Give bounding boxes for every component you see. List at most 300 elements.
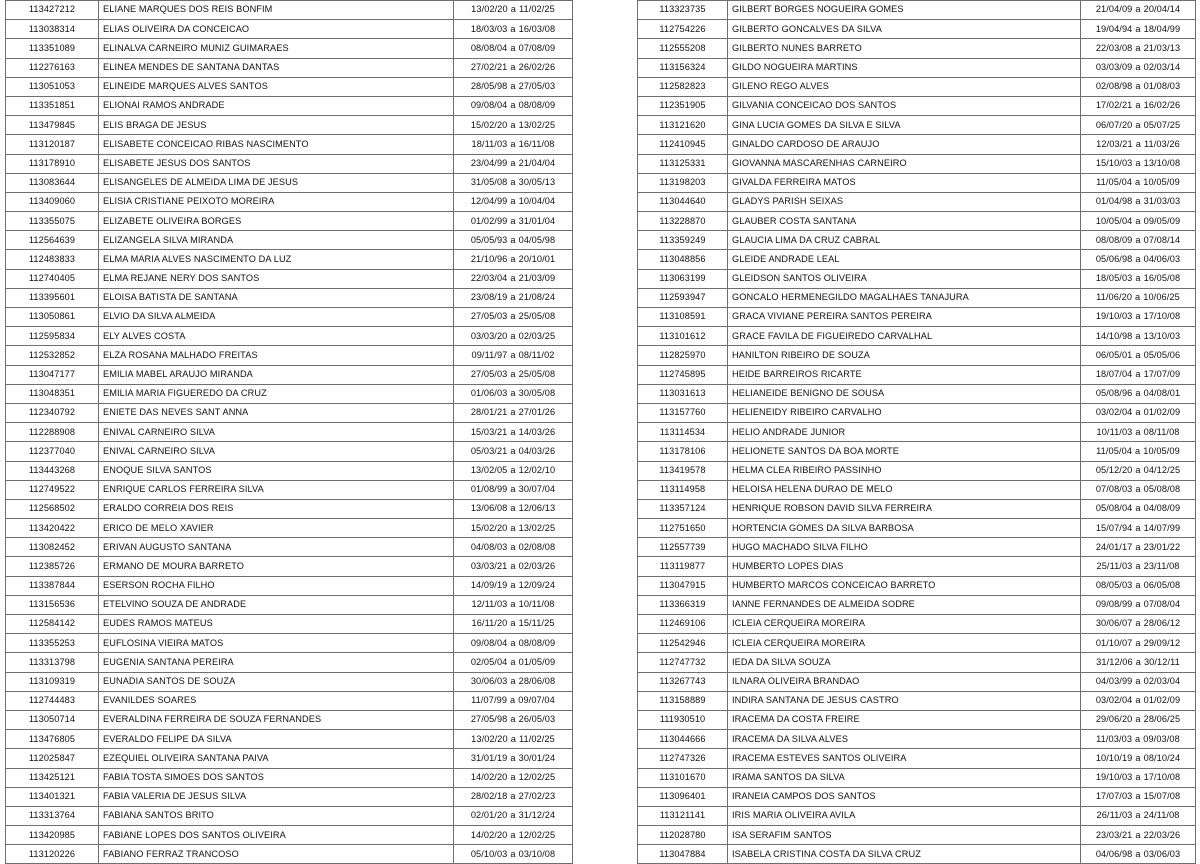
period-separator: a [510,618,516,629]
registration-number-cell: 112744483 [6,691,99,710]
period-end-date: 27/05/03 [518,81,556,92]
person-name-cell: GLEIDSON SANTOS OLIVEIRA [728,269,1081,288]
table-row [6,710,573,729]
person-name-cell: IEDA DA SILVA SOUZA [728,653,1081,672]
period-cell [454,269,573,288]
period-separator: a [510,292,516,303]
period-end-date: 21/08/24 [518,292,556,303]
period-cell [454,346,573,365]
period-end-date: 05/07/25 [1143,119,1181,130]
period-separator: a [510,656,516,667]
period-cell [1081,212,1196,231]
period-separator: a [1135,637,1141,648]
registration-number-cell: 112410945 [638,135,728,154]
registration-number-cell: 113351089 [6,39,99,58]
period-cell [1081,519,1196,538]
period-start-date: 12/11/03 [471,599,508,610]
period-cell [454,212,573,231]
period-separator: a [510,177,516,188]
period-start-date: 12/04/99 [470,196,508,207]
person-name-cell: IRAMA SANTOS DA SILVA [728,768,1081,787]
table-row [638,710,1196,729]
period-separator: a [510,4,516,15]
period-cell [1081,403,1196,422]
period-end-date: 08/11/02 [518,349,555,360]
period-end-date: 04/12/25 [1143,464,1181,475]
registry-column-left [5,0,572,864]
registration-number-cell: 113420985 [6,826,99,845]
table-row [638,423,1196,442]
table-row [638,135,1196,154]
period-cell [1081,768,1196,787]
period-separator: a [1135,541,1141,552]
person-name-cell: ELMA MARIA ALVES NASCIMENTO DA LUZ [99,250,454,269]
person-name-cell: ELINEA MENDES DE SANTANA DANTAS [99,58,454,77]
registration-number-cell: 113323735 [638,1,728,20]
period-cell [1081,96,1196,115]
period-start-date: 27/05/03 [470,369,508,380]
period-cell [454,710,573,729]
period-separator: a [1135,177,1141,188]
table-row [6,308,573,327]
registration-number-cell: 113427212 [6,1,99,20]
period-end-date: 14/07/99 [1143,522,1181,533]
table-row [638,634,1196,653]
period-start-date: 03/03/21 [470,560,508,571]
period-separator: a [510,522,516,533]
period-end-date: 20/04/14 [1143,4,1181,15]
period-start-date: 13/06/08 [470,503,508,514]
period-cell [1081,749,1196,768]
period-cell [454,595,573,614]
registration-number-cell: 113050861 [6,308,99,327]
registration-number-cell: 113051053 [6,77,99,96]
period-start-date: 15/02/20 [470,522,508,533]
person-name-cell: GLAUBER COSTA SANTANA [728,212,1081,231]
period-separator: a [510,369,516,380]
period-cell [454,768,573,787]
period-separator: a [510,580,516,591]
period-separator: a [510,829,516,840]
registration-number-cell: 113419578 [638,461,728,480]
person-name-cell: GRACE FAVILA DE FIGUEIREDO CARVALHAL [728,327,1081,346]
period-end-date: 16/05/08 [1143,273,1181,284]
table-row [6,384,573,403]
person-name-cell: ELVIO DA SILVA ALMEIDA [99,308,454,327]
period-cell [454,557,573,576]
person-name-cell: ILNARA OLIVEIRA BRANDAO [728,672,1081,691]
period-end-date: 28/06/25 [1143,714,1181,725]
person-name-cell: ENIVAL CARNEIRO SILVA [99,423,454,442]
table-row [6,595,573,614]
period-cell [1081,442,1196,461]
person-name-cell: ELISABETE CONCEICAO RIBAS NASCIMENTO [99,135,454,154]
period-separator: a [1135,464,1141,475]
period-start-date: 16/11/20 [471,618,508,629]
registration-number-cell: 112288908 [6,423,99,442]
period-end-date: 31/03/03 [1143,196,1181,207]
period-end-date: 12/02/25 [518,771,556,782]
person-name-cell: EUFLOSINA VIEIRA MATOS [99,634,454,653]
person-name-cell: GILDO NOGUEIRA MARTINS [728,58,1081,77]
period-cell [1081,557,1196,576]
table-row [6,135,573,154]
table-row [6,691,573,710]
period-end-date: 24/11/08 [1143,810,1180,821]
period-start-date: 05/08/96 [1095,388,1133,399]
period-separator: a [1135,196,1141,207]
period-separator: a [1135,848,1141,859]
registration-number-cell: 112377040 [6,442,99,461]
period-separator: a [1135,369,1141,380]
registration-number-cell: 113178910 [6,154,99,173]
period-end-date: 07/08/14 [1143,234,1181,245]
person-name-cell: ENOQUE SILVA SANTOS [99,461,454,480]
period-cell [454,384,573,403]
period-separator: a [510,848,516,859]
table-row [638,768,1196,787]
registration-number-cell: 113359249 [638,231,728,250]
registration-number-cell: 113121620 [638,116,728,135]
period-separator: a [510,426,516,437]
period-cell [454,173,573,192]
person-name-cell: ETELVINO SOUZA DE ANDRADE [99,595,454,614]
period-end-date: 09/05/09 [1143,215,1181,226]
person-name-cell: ERIVAN AUGUSTO SANTANA [99,538,454,557]
table-row [6,58,573,77]
person-name-cell: EUNADIA SANTOS DE SOUZA [99,672,454,691]
period-start-date: 24/01/17 [1095,541,1133,552]
period-start-date: 14/10/98 [1095,330,1133,341]
period-separator: a [510,810,516,821]
person-name-cell: EVERALDINA FERREIRA DE SOUZA FERNANDES [99,710,454,729]
period-start-date: 05/03/21 [470,445,508,456]
registration-number-cell: 113228870 [638,212,728,231]
table-row [638,327,1196,346]
period-start-date: 07/08/03 [1095,484,1133,495]
registration-number-cell: 113313764 [6,806,99,825]
period-end-date: 27/01/26 [518,407,556,418]
period-separator: a [510,81,516,92]
registration-number-cell: 113096401 [638,787,728,806]
period-start-date: 19/10/03 [1095,311,1133,322]
table-row [6,154,573,173]
period-cell [1081,576,1196,595]
period-separator: a [510,407,516,418]
registration-number-cell: 113101612 [638,327,728,346]
registration-number-cell: 113425121 [6,768,99,787]
person-name-cell: ISABELA CRISTINA COSTA DA SILVA CRUZ [728,845,1081,864]
period-end-date: 12/02/10 [518,464,556,475]
registration-number-cell: 113355075 [6,212,99,231]
table-row [638,96,1196,115]
period-cell [1081,231,1196,250]
person-name-cell: HELOISA HELENA DURAO DE MELO [728,480,1081,499]
period-cell [454,327,573,346]
period-start-date: 15/07/94 [1095,522,1133,533]
table-row [6,634,573,653]
period-cell [454,288,573,307]
table-row [638,346,1196,365]
period-end-date: 09/03/08 [1143,733,1180,744]
registration-number-cell: 112385726 [6,557,99,576]
period-start-date: 27/05/98 [470,714,508,725]
person-name-cell: HELIONETE SANTOS DA BOA MORTE [728,442,1081,461]
period-start-date: 22/03/04 [470,273,508,284]
person-name-cell: EVANILDES SOARES [99,691,454,710]
period-cell [1081,730,1196,749]
registration-number-cell: 113114534 [638,423,728,442]
registration-number-cell: 113409060 [6,192,99,211]
registration-number-cell: 112340792 [6,403,99,422]
period-cell [1081,269,1196,288]
period-start-date: 08/08/04 [470,42,508,53]
table-row [638,116,1196,135]
table-row [638,845,1196,864]
registration-number-cell: 112593947 [638,288,728,307]
table-row [6,480,573,499]
table-row [638,269,1196,288]
period-cell [1081,691,1196,710]
period-cell [1081,154,1196,173]
table-row [6,672,573,691]
table-row [638,538,1196,557]
period-separator: a [1135,215,1141,226]
period-start-date: 23/04/99 [470,157,508,168]
person-name-cell: ELIANE MARQUES DOS REIS BONFIM [99,1,454,20]
table-row [6,20,573,39]
table-row [638,231,1196,250]
period-start-date: 23/08/19 [470,292,508,303]
registration-number-cell: 113031613 [638,384,728,403]
table-row [6,212,573,231]
period-separator: a [510,23,516,34]
period-cell [454,787,573,806]
person-name-cell: ELISIA CRISTIANE PEIXOTO MOREIRA [99,192,454,211]
registration-number-cell: 112749522 [6,480,99,499]
period-end-date: 10/04/04 [518,196,556,207]
registration-number-cell: 113479845 [6,116,99,135]
period-separator: a [510,215,516,226]
period-cell [1081,39,1196,58]
period-end-date: 04/06/03 [1143,253,1181,264]
period-cell [454,58,573,77]
period-start-date: 19/04/94 [1095,23,1133,34]
registration-number-cell: 113420422 [6,519,99,538]
table-row [638,653,1196,672]
person-name-cell: GILBERTO NUNES BARRETO [728,39,1081,58]
table-row [638,461,1196,480]
person-name-cell: IRACEMA DA COSTA FREIRE [728,710,1081,729]
period-end-date: 13/10/03 [1143,330,1181,341]
period-start-date: 27/05/03 [470,311,508,322]
table-row [638,672,1196,691]
table-row [6,826,573,845]
period-end-date: 18/04/99 [1143,23,1181,34]
registration-number-cell: 113121141 [638,806,728,825]
period-start-date: 31/01/19 [470,752,508,763]
period-separator: a [1135,388,1141,399]
table-row [638,403,1196,422]
period-end-date: 28/06/08 [518,676,556,687]
period-end-date: 23/11/08 [1143,560,1180,571]
registration-number-cell: 112747732 [638,653,728,672]
period-end-date: 15/11/25 [518,618,555,629]
period-end-date: 03/06/03 [1143,848,1181,859]
period-start-date: 14/09/19 [470,580,508,591]
period-cell [454,519,573,538]
registry-column-right [637,0,1195,864]
registration-number-cell: 113158889 [638,691,728,710]
period-separator: a [1135,4,1141,15]
period-separator: a [510,714,516,725]
period-separator: a [510,119,516,130]
period-start-date: 13/02/20 [471,4,508,15]
period-start-date: 18/05/03 [1095,273,1133,284]
table-row [638,20,1196,39]
period-end-date: 08/08/09 [518,100,556,111]
period-start-date: 03/02/04 [1095,407,1133,418]
period-separator: a [510,196,516,207]
table-row [638,77,1196,96]
table-row [638,365,1196,384]
period-separator: a [1135,100,1141,111]
table-row [638,749,1196,768]
registration-number-cell: 113044666 [638,730,728,749]
registration-number-cell: 113114958 [638,480,728,499]
registration-number-cell: 113355253 [6,634,99,653]
period-end-date: 04/05/98 [518,234,556,245]
period-start-date: 14/02/20 [470,771,508,782]
period-cell [1081,192,1196,211]
person-name-cell: ERICO DE MELO XAVIER [99,519,454,538]
registry-table-left [5,0,573,864]
period-cell [454,845,573,864]
period-cell [454,538,573,557]
period-end-date: 13/02/25 [518,119,556,130]
table-row [6,39,573,58]
period-end-date: 21/03/13 [1143,42,1181,53]
period-end-date: 04/08/01 [1143,388,1181,399]
person-name-cell: GINA LUCIA GOMES DA SILVA E SILVA [728,116,1081,135]
period-cell [1081,653,1196,672]
person-name-cell: FABIANE LOPES DOS SANTOS OLIVEIRA [99,826,454,845]
period-end-date: 27/02/23 [518,791,556,802]
period-start-date: 18/11/03 [471,138,508,149]
period-end-date: 09/07/04 [518,695,555,706]
period-start-date: 02/08/98 [1095,81,1133,92]
period-separator: a [510,42,516,53]
period-end-date: 30/07/04 [518,484,556,495]
period-separator: a [1135,733,1141,744]
registration-number-cell: 113120187 [6,135,99,154]
person-name-cell: HELIENEIDY RIBEIRO CARVALHO [728,403,1081,422]
period-start-date: 17/07/03 [1095,791,1133,802]
period-cell [454,231,573,250]
period-end-date: 11/02/25 [518,4,555,15]
period-end-date: 11/02/25 [518,733,555,744]
period-start-date: 03/03/09 [1095,62,1133,73]
period-separator: a [1135,138,1141,149]
table-row [638,787,1196,806]
period-cell [1081,173,1196,192]
period-start-date: 02/01/20 [470,810,508,821]
period-cell [454,192,573,211]
registration-number-cell: 113047884 [638,845,728,864]
table-row [6,269,573,288]
person-name-cell: GILBERTO GONCALVES DA SILVA [728,20,1081,39]
period-start-date: 28/01/21 [470,407,508,418]
period-end-date: 03/10/08 [518,848,556,859]
table-row [638,384,1196,403]
registration-number-cell: 112542946 [638,634,728,653]
table-row [6,1,573,20]
table-row [638,519,1196,538]
period-separator: a [1135,273,1141,284]
table-row [6,77,573,96]
registration-number-cell: 112584142 [6,615,99,634]
person-name-cell: ELY ALVES COSTA [99,327,454,346]
table-row [6,519,573,538]
person-name-cell: ERALDO CORREIA DOS REIS [99,499,454,518]
period-separator: a [1135,791,1141,802]
period-start-date: 05/06/98 [1095,253,1133,264]
person-name-cell: FABIANO FERRAZ TRANCOSO [99,845,454,864]
person-name-cell: IANNE FERNANDES DE ALMEIDA SODRE [728,595,1081,614]
person-name-cell: ELIZANGELA SILVA MIRANDA [99,231,454,250]
period-cell [454,77,573,96]
table-row [638,212,1196,231]
period-end-date: 26/05/03 [518,714,556,725]
period-end-date: 30/01/24 [518,752,556,763]
table-row [6,403,573,422]
registration-number-cell: 113351851 [6,96,99,115]
period-start-date: 11/03/03 [1096,733,1133,744]
person-name-cell: ISA SERAFIM SANTOS [728,826,1081,845]
registration-number-cell: 113083644 [6,173,99,192]
table-row [638,826,1196,845]
person-name-cell: ELIS BRAGA DE JESUS [99,116,454,135]
registration-number-cell: 112555208 [638,39,728,58]
period-cell [454,403,573,422]
person-name-cell: GLADYS PARISH SEIXAS [728,192,1081,211]
period-separator: a [1135,752,1141,763]
period-end-date: 20/10/01 [518,253,556,264]
person-name-cell: ELZA ROSANA MALHADO FREITAS [99,346,454,365]
period-cell [1081,499,1196,518]
period-start-date: 31/12/06 [1096,656,1133,667]
period-cell [454,442,573,461]
period-start-date: 17/02/21 [1095,100,1133,111]
period-separator: a [1135,62,1141,73]
period-cell [1081,787,1196,806]
registry-table-left-body [6,1,573,864]
registration-number-cell: 112740405 [6,269,99,288]
person-name-cell: ENIVAL CARNEIRO SILVA [99,442,454,461]
registration-number-cell: 113313798 [6,653,99,672]
person-name-cell: ELIZABETE OLIVEIRA BORGES [99,212,454,231]
person-name-cell: GLAUCIA LIMA DA CRUZ CABRAL [728,231,1081,250]
person-name-cell: HENRIQUE ROBSON DAVID SILVA FERREIRA [728,499,1081,518]
period-cell [454,806,573,825]
period-start-date: 02/05/04 [470,656,508,667]
period-cell [1081,538,1196,557]
period-separator: a [510,445,516,456]
period-end-date: 02/03/26 [518,560,556,571]
registration-number-cell: 113109319 [6,672,99,691]
period-separator: a [1135,407,1141,418]
person-name-cell: IRANEIA CAMPOS DOS SANTOS [728,787,1081,806]
